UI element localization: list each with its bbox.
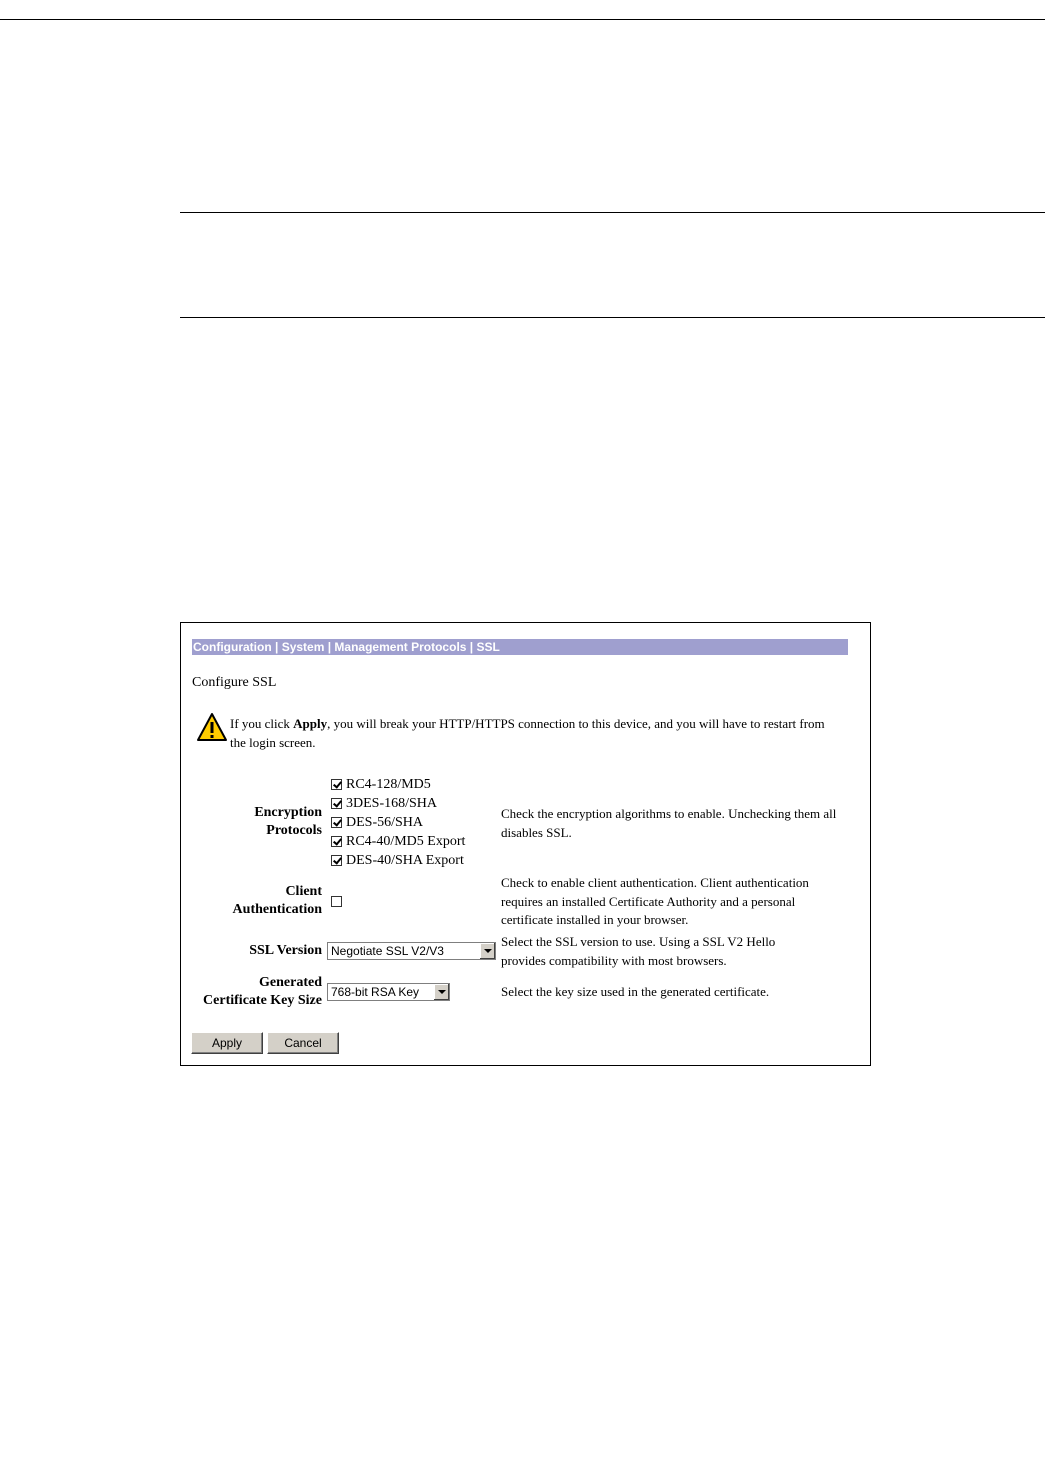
encryption-option-des-56-sha[interactable] (331, 813, 423, 832)
encryption-option-rc4-128-md5[interactable] (331, 775, 431, 794)
encryption-label-line2: Protocols (266, 823, 322, 838)
checkbox-3des-168-sha[interactable] (331, 798, 342, 809)
chevron-down-icon[interactable] (479, 943, 495, 959)
warning-icon (196, 712, 228, 744)
ssl-version-select[interactable] (327, 942, 496, 960)
encryption-option-rc4-40-md5-export[interactable] (331, 832, 465, 851)
key-size-description: Select the key size used in the generated certificate. (501, 984, 770, 999)
client-auth-label-line1: Client (285, 884, 322, 899)
client-authentication-checkbox[interactable] (331, 896, 342, 907)
checkbox-label: RC4-128/MD5 (346, 776, 431, 792)
encryption-option-des-40-sha-export[interactable] (331, 851, 464, 870)
section-rule-lower (180, 317, 1045, 318)
client-authentication-description: Check to enable client authentication. Client authentication requires an installed Certificate Authority and a personal certificate installed in your browser. (501, 875, 809, 927)
warning-text-suffix: , you will break your HTTP/HTTPS connection to this device, and you will have to restart from the login screen. (230, 716, 825, 750)
encryption-option-3des-168-sha[interactable] (331, 794, 437, 813)
breadcrumb-configuration[interactable]: Configuration (193, 640, 272, 654)
warning-text-prefix: If you click (230, 716, 294, 731)
screenshot-frame (180, 622, 871, 1066)
key-size-label-line1: Generated (259, 975, 322, 990)
top-rule (0, 19, 1045, 20)
checkbox-rc4-40-md5-export[interactable] (331, 836, 342, 847)
checkbox-rc4-128-md5[interactable] (331, 779, 342, 790)
encryption-label-line1: Encryption (254, 805, 322, 820)
breadcrumb-separator: | (324, 640, 335, 654)
cancel-button[interactable]: Cancel (267, 1032, 339, 1054)
warning-message (230, 714, 840, 752)
client-authentication-label (233, 883, 322, 919)
key-size-select[interactable] (327, 983, 450, 1001)
checkbox-label: 3DES-168/SHA (346, 795, 438, 811)
breadcrumb-separator: | (466, 640, 477, 654)
breadcrumb (192, 639, 848, 655)
checkbox-label: RC4-40/MD5 Export (346, 833, 466, 849)
encryption-protocols-label (254, 804, 322, 840)
breadcrumb-ssl: SSL (476, 640, 500, 654)
encryption-description: Check the encryption algorithms to enable. Unchecking them all disables SSL. (501, 806, 837, 840)
checkbox-des-40-sha-export[interactable] (331, 855, 342, 866)
checkbox-des-56-sha[interactable] (331, 817, 342, 828)
key-size-selected-value: 768-bit RSA Key (331, 985, 420, 999)
key-size-label-line2: Certificate Key Size (203, 993, 322, 1008)
breadcrumb-separator: | (271, 640, 282, 654)
checkbox-label: DES-40/SHA Export (346, 852, 464, 868)
page-title: Configure SSL (192, 675, 277, 690)
warning-text-bold: Apply (293, 716, 328, 731)
apply-button[interactable]: Apply (191, 1032, 263, 1054)
chevron-down-icon[interactable] (433, 984, 449, 1000)
ssl-version-label: SSL Version (249, 943, 322, 958)
ssl-version-selected-value: Negotiate SSL V2/V3 (331, 944, 444, 958)
section-rule-upper (180, 212, 1045, 213)
breadcrumb-management-protocols[interactable]: Management Protocols (334, 640, 467, 654)
checkbox-label: DES-56/SHA (346, 814, 424, 830)
key-size-label (203, 974, 322, 1010)
client-auth-label-line2: Authentication (232, 902, 322, 917)
ssl-version-description: Select the SSL version to use. Using a SSL V2 Hello provides compatibility with most browsers. (501, 934, 776, 968)
breadcrumb-system[interactable]: System (281, 640, 325, 654)
